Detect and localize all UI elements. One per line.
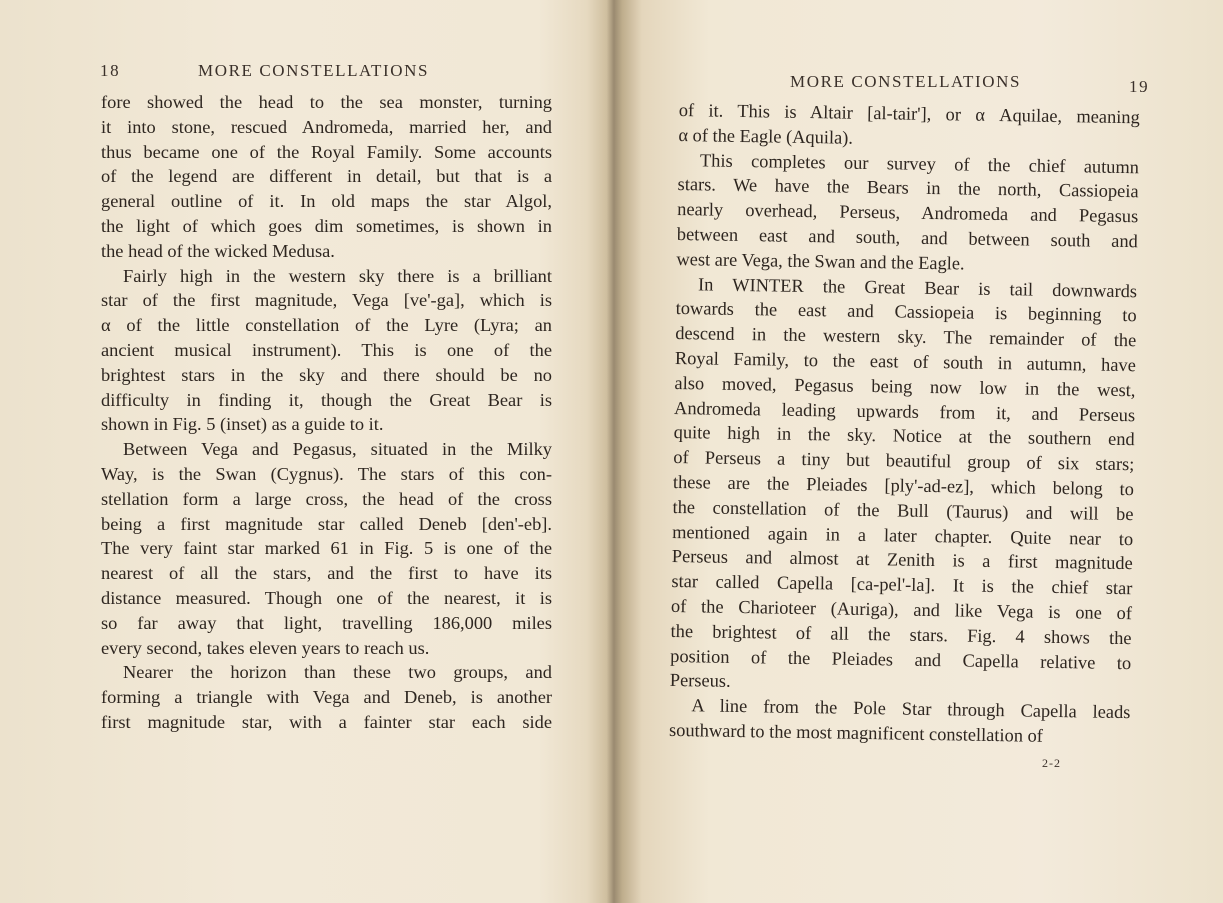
text-line: quite high in the sky. Notice at the southern end: [673, 422, 1135, 450]
text-line: towards the east and Cassiopeia is beginning to: [675, 298, 1137, 326]
text-line: the light of which goes dim sometimes, is shown in: [101, 215, 552, 236]
text-line: it into stone, rescued Andromeda, married her, and: [101, 116, 552, 137]
text-line: stellation form a large cross, the head of the cross: [101, 488, 552, 509]
text-line: every second, takes eleven years to reach us.: [101, 637, 430, 658]
text-line: star called Capella [ca-pel'-la]. It is the chief star: [671, 571, 1133, 599]
running-head: MORE CONSTELLATIONS: [198, 61, 430, 80]
text-line: west are Vega, the Swan and the Eagle.: [676, 248, 965, 274]
text-line: first magnitude star, with a fainter star each side: [101, 711, 552, 732]
text-line: nearest of all the stars, and the first to have its: [101, 563, 552, 584]
signature-mark: 2-2: [1042, 756, 1061, 770]
text-line: Between Vega and Pegasus, situated in the Milky: [123, 439, 552, 460]
text-line: Way, is the Swan (Cygnus). The stars of this con-: [101, 463, 552, 484]
text-line: position of the Pleiades and Capella relative to: [670, 645, 1132, 673]
text-line: so far away that light, travelling 186,000 miles: [101, 612, 552, 633]
text-line: α of the Eagle (Aquila).: [678, 124, 854, 148]
text-line: Royal Family, to the east of south in autumn, have: [674, 347, 1137, 376]
text-line: In WINTER the Great Bear is tail downwards: [697, 273, 1138, 301]
text-line: the constellation of the Bull (Taurus) and will be: [672, 496, 1134, 524]
text-line: also moved, Pegasus being now low in the west,: [674, 372, 1136, 400]
text-line: α of the little constellation of the Lyre (Lyra; an: [101, 315, 552, 336]
text-line: between east and south, and between south and: [676, 223, 1138, 252]
text-line: southward to the most magnificent constellation of: [668, 719, 1044, 746]
text-line: The very faint star marked 61 in Fig. 5 is one of the: [101, 538, 552, 559]
running-head: MORE CONSTELLATIONS: [790, 72, 1022, 91]
text-line: Andromeda leading upwards from it, and Perseus: [673, 397, 1136, 425]
text-line: these are the Pleiades [ply'-ad-ez], which belong to: [672, 471, 1135, 500]
text-line: general outline of it. In old maps the star Algol,: [101, 191, 552, 212]
text-line: of Perseus a tiny but beautiful group of six stars;: [673, 447, 1135, 475]
body-text: [669, 98, 1140, 750]
text-line: shown in Fig. 5 (inset) as a guide to it.: [101, 414, 384, 435]
text-line: Nearer the horizon than these two groups, and: [123, 662, 552, 683]
page-number: 19: [1129, 77, 1150, 96]
text-line: brightest stars in the sky and there should be no: [101, 364, 552, 385]
page-number: 18: [100, 61, 121, 80]
text-line: distance measured. Though one of the nearest, it is: [101, 587, 552, 608]
text-line: forming a triangle with Vega and Deneb, is another: [101, 687, 552, 708]
text-line: Perseus and almost at Zenith is a first magnitude: [671, 546, 1133, 574]
text-line: the head of the wicked Medusa.: [101, 240, 335, 261]
text-line: Fairly high in the western sky there is a brilliant: [123, 265, 552, 286]
text-line: difficulty in finding it, though the Great Bear is: [101, 389, 552, 410]
text-line: mentioned again in a later chapter. Quite near to: [672, 521, 1134, 549]
text-line: of the Charioteer (Auriga), and like Vega is one of: [670, 595, 1133, 624]
body-text: [101, 90, 552, 735]
text-line: the brightest of all the stars. Fig. 4 shows the: [670, 620, 1132, 648]
text-line: ancient musical instrument). This is one of the: [101, 339, 552, 360]
text-line: fore showed the head to the sea monster, turning: [101, 92, 552, 112]
text-line: star of the first magnitude, Vega [ve'-ga], which is: [101, 290, 552, 311]
text-line: stars. We have the Bears in the north, Cassiopeia: [677, 174, 1139, 202]
text-line: being a first magnitude star called Deneb [den'-eb].: [101, 513, 552, 534]
text-line: Perseus.: [669, 670, 731, 692]
text-line: This completes our survey of the chief autumn: [699, 149, 1140, 177]
text-line: A line from the Pole Star through Capella leads: [691, 695, 1131, 723]
text-line: nearly overhead, Perseus, Andromeda and Pegasus: [677, 199, 1139, 227]
right-page: [612, 0, 1223, 903]
text-line: descend in the western sky. The remainder of the: [675, 323, 1137, 351]
text-line: of it. This is Altair [al-tair'], or α Aquilae, meaning: [678, 99, 1140, 128]
text-line: of the legend are different in detail, but that is a: [101, 166, 552, 187]
text-line: thus became one of the Royal Family. Some accounts: [101, 141, 552, 162]
